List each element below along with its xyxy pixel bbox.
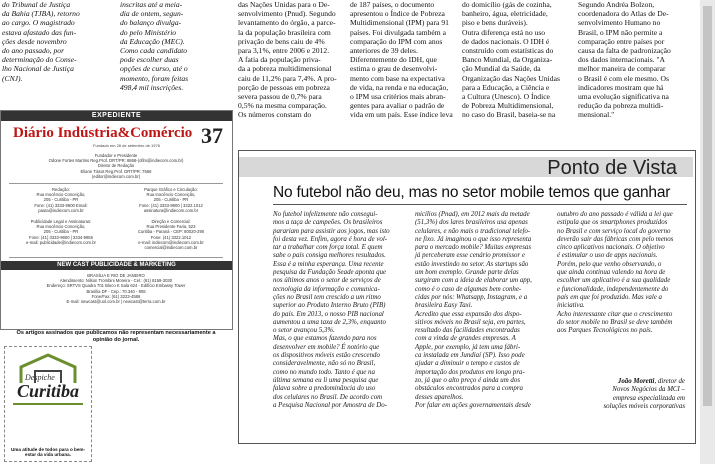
author-bio: , diretor de Novos Negócios da MCI – empresa especializada em soluções móveis corporativas (603, 378, 685, 410)
publicidade-info: Publicidade Legal e Assinaturas: Rua Inocêncio Conceição, 205 - Curitiba - PR Fone: (41) 3333-9900 | 3334-9955 e-mail: publicidade@indiecom.com.br (26, 219, 96, 245)
article-headline: No futebol não deu, mas no setor mobile temos que ganhar (273, 184, 671, 201)
logo-subtitle: Fundado em 28 de setembro de 1976 (93, 143, 160, 148)
ad-despiche-curitiba (4, 346, 92, 462)
direcao-info: Direção e Comercial: Rua Presidente Faria, 523 Curitiba - Paraná - CEP: 80020-290 Fone: (41) 3322.1012 e-mail: indiecom@indiecom.com.br comercial@indiecom.com.br (137, 219, 205, 251)
disclaimer: Os artigos assinados que publicamos não representam necessariamente a opinião do jornal. (16, 330, 216, 343)
divider (9, 183, 223, 184)
ad-logo-underline (13, 403, 83, 405)
headline-rule (273, 204, 687, 205)
left-article-tail-b: inscritas até a meia- dia de ontem, segun- do balanço divulga- do pelo Ministério da Educação (MEC). Como cada candidato pode escolher duas opções de curso, até o momento, foram feitas 498,4 mil inscrições. (120, 0, 189, 92)
opinion-column-2: micílios (Pnad), em 2012 mais da metade (51,3%) dos lares brasileiros usa apenas celulares, e não mais o tradicional telefo- ne fixo. Já imaginou o que isso representa para o mercado mobile? Muitas empresas já perceberam esse cenário promissor e estão investindo no setor. As startups são um bom exemplo. Grande parte delas surgiram com a ideia de elaborar um app, como é o caso de algumas bem conhe- cidas por nós: Whatsapp, Instagram, e a brasileira Easy Taxi. Acredito que essa expansão dos dispo- sitivos móveis no Brasil seja, em partes, resultado das facilidades encontradas com a vinda de grandes empresas. A Apple, por exemplo, já tem uma fábri- ca instalada em Jundiaí (SP). Isso pode ajudar a diminuir o tempo e custos de importação dos produtos em longo pra- zo, já que o alto preço é ainda um dos obstáculos encontrados para a compra desses aparelhos. Por falar em ações governamentais desde (415, 211, 532, 409)
scrollbar-thumb[interactable] (703, 6, 712, 406)
article-column-2: de 187 países, o documento apresentou o Índice de Pobreza Multidimensional (IPM) para 91 países. Foi divulgada também a comparação do IPM com anos anteriores de 39 deles. Diferentemente do IDH, que estima o grau de desenvolvi- mento com base na expectativa de vida, na renda e na educação, o IPM usa critérios mais abran- gentes para avaliar o padrão de vida em um país. Esse índice leva (350, 0, 453, 120)
brasilia-office-info: BRASÍLIA E RIO DE JANEIRO Atendimento: Nilson Trombini Moreira - Cel.: (61) 8159-3030 Endereço: SRTVS Quadra 701 Bloco K Sala 624 - Edifício Embassy Tower Brasília DF - Cep.: 70.340 - 908 Fone/Fax: (61) 3223-4586 E-mail: newcast@uol.com.br | newcast@terra.com.br (46, 273, 186, 305)
ponto-de-vista-box (238, 150, 696, 444)
ad-small-text: Despiche (25, 373, 55, 382)
opinion-column-1: No futebol infelizmente não consegui- mos a taça de campeões. Os brasileiros parariam para assistir aos jogos, mas isto foi desta vez. Enfim, agora é hora de vol- tar a trabalhar com força total. E quem sabe o país consiga melhores resultados. Essa é a minha esperança. Uma recente pesquisa da Fundação Seade aponta que nos últimos anos o setor de serviços de tecnologia da informação e comunica- ções no Brasil tem crescido a um ritmo superior ao Produto Interno Bruto (PIB) do país. Em 2013, o nosso PIB nacional aumentou a uma taxa de 2,3%, enquanto o setor avançou 5,3%. Mas, o que estamos fazendo para nos desenvolver em mobile? É notório que os dispositivos móveis estão crescendo consideravelmente, não só no Brasil, como no mundo todo. Tanto é que na última semana eu li uma pesquisa que falava sobre a predominância do uso dos celulares no Brasil. De acordo com a Pesquisa Nacional por Amostra de Do- (273, 211, 390, 409)
author-signature (557, 378, 685, 411)
logo-title: Diário Indústria&Comércio (13, 125, 193, 141)
author-name: João Moretti (617, 378, 655, 385)
newspaper-logo (13, 123, 223, 149)
new-cast-header: NEW CAST PUBLICIDADE & MARKETING (1, 261, 232, 270)
opinion-column-3: outubro do ano passado é válida a lei que estipula que os smartphones produzidos no Brasil e com serviço local do governo deverão sair das fábricas com pelo menos cinco aplicativos nacionais. O objetivo é estimular o uso de apps nacionais. Porém, pelo que venho observando, o que ainda continua valendo na hora de escolher um aplicativo é a sua qualidade e funcionalidade, independentemente do país em que foi produzido. Mas vale a iniciativa. Acho interessante citar que o crescimento do setor mobile no Brasil se deve também aos Parques Tecnológicos no país. (557, 211, 674, 335)
article-column-1: das Nações Unidas para o De- senvolvimento (Pnud). Segundo levantamento do órgão, a parce- la da população brasileira com privação de bens caiu de 4% para 3,1%, entre 2006 e 2012. A fatia da população priva- da a pobreza multidimensional caiu de 11,2% para 7,4%. A pro- porção de pessoas em pobreza severa passou de 0,7% para 0,5% na mesma comparação. Os números constam do (238, 0, 337, 120)
ad-logo-text: Curitiba (16, 381, 80, 401)
expediente-header: EXPEDIENTE (1, 111, 232, 121)
anniversary-badge: 37 (201, 123, 223, 148)
redacao-info: Redação: Rua Inocêncio Conceição, 205 - Curitiba - PR Fone: (41) 3333-9900 Email: pauta@indiecom.com.br (34, 187, 88, 213)
section-title: Ponto de Vista (547, 157, 677, 179)
divider (9, 257, 223, 258)
article-column-4: Segundo Andréa Bolzon, coordenadora do Atlas de De- senvolvimento Humano no Brasil, o IPM não permite a comparação entre países por causa da falta de padronização dos dados internacionais. "A melhor maneira de comparar o Brasil é com ele mesmo. Os indicadores mostram que há uma evolução significativa na redução da pobreza multidi- mensional." (578, 0, 671, 120)
article-column-3: do domicílio (gás de cozinha, banheiro, água, eletricidade, piso e bens duráveis). Outra diferença está no uso de dados nacionais. O IDH é construído com estatísticas do Banco Mundial, da Organiza- ção Mundial da Saúde, da Organização das Nações Unidas para a Educação, a Ciência e a Cultura (Unesco). O Índice de Pobreza Multidimensional, no caso do Brasil, baseia-se na (462, 0, 560, 120)
ad-tagline: Uma atitude de todos para o bem-estar da vida urbana. (10, 446, 86, 458)
left-article-tail-a: do Tribunal de Justiça da Bahia (TJBA), retorno ao cargo. O magistrado estava afastado das fun- ções desde novembro do ano passado, por determinação do Conse- lho Nacional de Justiça (CNJ). (2, 0, 80, 83)
founder-block: Fundador e Presidente Odone Fortes Martins Reg.Prof. DRT/PR: 8868-(oflm@indiecom.com.br) Diretor de Redação Eliane Tissot Reg.Prof. DRT/PR: 7566 (editor@indiecom.com.br) (48, 153, 184, 179)
parque-grafico-info: Parque Gráfico e Circulação: Rua Inocêncio Conceição, 205 - Curitiba - PR Fone: (41) 3333-9900 | 3322.1012 assinatura@indiecom.com.br (139, 187, 203, 213)
expediente-box (0, 110, 233, 330)
